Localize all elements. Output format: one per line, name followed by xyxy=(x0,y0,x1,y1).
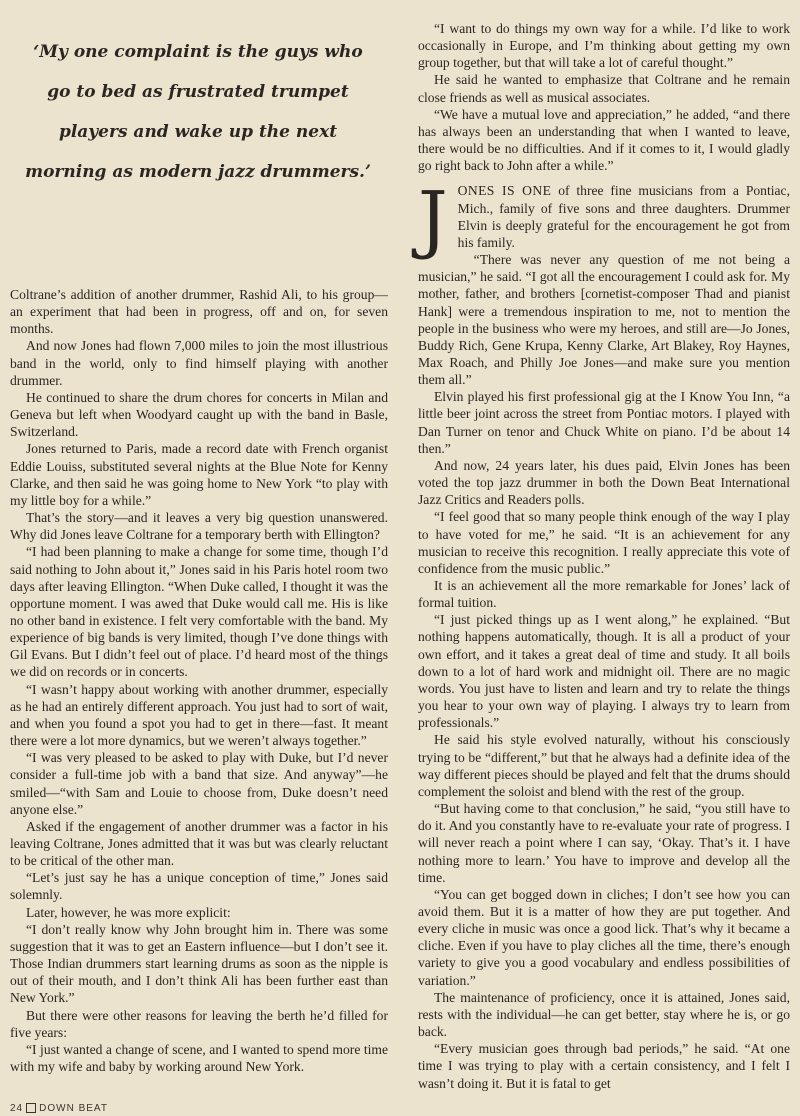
square-ornament-icon xyxy=(26,1103,36,1113)
pull-quote-line: players and wake up the next xyxy=(58,122,338,142)
pull-quote-line: morning as modern jazz drummers.’ xyxy=(25,162,371,182)
lead-in: ONES IS ONE xyxy=(457,183,552,199)
paragraph: He continued to share the drum chores for concerts in Milan and Geneva but left when Woodyard caught up with the band in Basle, Switzerland. xyxy=(10,389,388,440)
paragraph: “You can get bogged down in cliches; I don’t see how you can avoid them. But it is a matter of how they are put together. And every cliche in music was once a good lick. That’s why it became a cliche. Even if you have to play cliches all the time, there’s enough variety to give you a good vocabulary and endless possibilities of variation.” xyxy=(418,886,790,988)
section-opening xyxy=(418,176,790,263)
paragraph: Coltrane’s addition of another drummer, Rashid Ali, to his group—an experiment that had been in progress, off and on, for seven months. xyxy=(10,287,388,337)
page-footer xyxy=(10,1103,108,1114)
paragraph: “We have a mutual love and appreciation,” he added, “and there has always been an understanding that when I wanted to leave, there would be no difficulties. And if it comes to it, I would gladly go right back to John after a while.” xyxy=(418,106,790,174)
paragraph: “Let’s just say he has a unique conception of time,” Jones said solemnly. xyxy=(10,870,388,903)
paragraph: It is an achievement all the more remarkable for Jones’ lack of formal tuition. xyxy=(418,578,790,611)
paragraph: Elvin played his first professional gig at the I Know You Inn, “a little beer joint across the street from Pontiac motors. I played with Dan Turner on tenor and Chuck White on piano. I’d be about 14 then.” xyxy=(418,389,790,456)
page-number: 24 xyxy=(10,1103,24,1114)
paragraph: But there were other reasons for leaving the berth he’d filled for five years: xyxy=(10,1007,388,1040)
paragraph: “I was very pleased to be asked to play with Duke, but I’d never consider a full-time job with a band that size. And anyway”—he smiled—“with Sam and Louie to choose from, Duke doesn’t need anyone else.” xyxy=(10,750,388,817)
paragraph: “There was never any question of me not being a musician,” he said. “I got all the encouragement I could ask for. My mother, father, and brothers [cornetist-composer Thad and pianist Hank] were a tremendous inspiration to me, not to mention the people in the business who were my heroes, and still are—Jo Jones, Buddy Rich, Gene Krupa, Kenny Clarke, Art Blakey, Roy Haynes, Max Roach, and Philly Joe Jones—and make sure you mention them all.” xyxy=(418,252,790,388)
pull-quote xyxy=(18,32,378,192)
paragraph: And now Jones had flown 7,000 miles to join the most illustrious band in the world, only to find himself playing with another drummer. xyxy=(10,338,388,388)
paragraph: “I feel good that so many people think enough of the way I play to have voted for me,” he said. “It is an achievement for any musician to receive this recognition. I really appreciate this vote of confidence from the music public.” xyxy=(418,509,790,576)
paragraph: “I had been planning to make a change for some time, though I’d said nothing to John about it,” Jones said in his Paris hotel room two days after leaving Ellington. “When Duke called, I thought it was the opportune moment. I was awed that Duke would call me. His is like no other band in existence. I felt very comfortable with the band. My experience of big bands is very limited, though I’ve done things with Gil Evans. But I didn’t feel out of place. I’d heard most of the things we did on records or in concerts. xyxy=(10,544,388,680)
paragraph: “I want to do things my own way for a while. I’d like to work occasionally in Europe, and I’m thinking about getting my own group together, but that will take a lot of careful thought.” xyxy=(418,21,790,71)
drop-cap: J xyxy=(418,176,448,263)
publication-name: DOWN BEAT xyxy=(39,1103,108,1114)
lead-text: of three fine musicians from a Pontiac, Mich., family of five sons and three daughters. Drummer Elvin is deeply grateful for the encouragement he got from his family. xyxy=(457,183,790,250)
paragraph: Jones returned to Paris, made a record date with French organist Eddie Louiss, substituted several nights at the Blue Note for Kenny Clarke, and then said he was going home to New York “to play with my little boy for a while.” xyxy=(10,441,388,508)
left-column xyxy=(10,286,388,1075)
paragraph: That’s the story—and it leaves a very big question unanswered. Why did Jones leave Coltrane for a temporary berth with Ellington? xyxy=(10,510,388,543)
paragraph: Later, however, he was more explicit: xyxy=(26,904,231,920)
right-column xyxy=(418,20,790,1092)
paragraph: “I just picked things up as I went along,” he explained. “But nothing happens automatically, though. It is all a product of your own effort, and it takes a great deal of time and study. It all boils down to a lot of hard work and midnight oil. There are no magic words. You just have to listen and learn and try to relate the things you hear to your own way of playing. I always try to learn from professionals.” xyxy=(418,612,790,731)
paragraph: “Every musician goes through bad periods,” he said. “At one time I was trying to play with a certain consistency, and I felt I wasn’t doing it. But it is fatal to get xyxy=(418,1041,790,1091)
paragraph: And now, 24 years later, his dues paid, Elvin Jones has been voted the top jazz drummer in both the Down Beat International Jazz Critics and Readers polls. xyxy=(418,457,790,508)
pull-quote-line: ‘My one complaint is the guys who xyxy=(33,42,363,62)
pull-quote-line: go to bed as frustrated trumpet xyxy=(47,82,349,102)
paragraph: He said he wanted to emphasize that Coltrane and he remain close friends as well as musical associates. xyxy=(418,72,790,105)
paragraph: “I just wanted a change of scene, and I wanted to spend more time with my wife and baby by working around New York. xyxy=(10,1041,388,1075)
paragraph: “But having come to that conclusion,” he said, “you still have to do it. And you constantly have to re-evaluate your rate of progress. I will never reach a point where I can say, ‘Okay. That’s it. I have nothing more to learn.’ You have to improve and develop all the time. xyxy=(418,801,790,885)
paragraph: Asked if the engagement of another drummer was a factor in his leaving Coltrane, Jones admitted that it was but was clearly reluctant to be critical of the other man. xyxy=(10,818,388,869)
paragraph: “I wasn’t happy about working with another drummer, especially as he had an entirely different approach. You just had to sort of wait, and when you found a spot you had to get in there—fast. It meant there were a lot more dynamics, but we weren’t always together.” xyxy=(10,681,388,749)
paragraph xyxy=(418,182,790,251)
paragraph: The maintenance of proficiency, once it is attained, Jones said, rests with the individual—he can get better, stay where he is, or go back. xyxy=(418,989,790,1040)
paragraph: “I don’t really know why John brought him in. There was some suggestion that it was to get an Eastern influence—but I don’t see it. Those Indian drummers start learning drums as soon as the nipple is out of their mouth, and I don’t think Ali has been further east than New York.” xyxy=(10,921,388,1006)
paragraph: He said his style evolved naturally, without his consciously trying to be “different,” but that he always had a definite idea of the way different pieces should be played and felt that the drums should complement the soloist and blend with the rest of the group. xyxy=(418,732,790,799)
